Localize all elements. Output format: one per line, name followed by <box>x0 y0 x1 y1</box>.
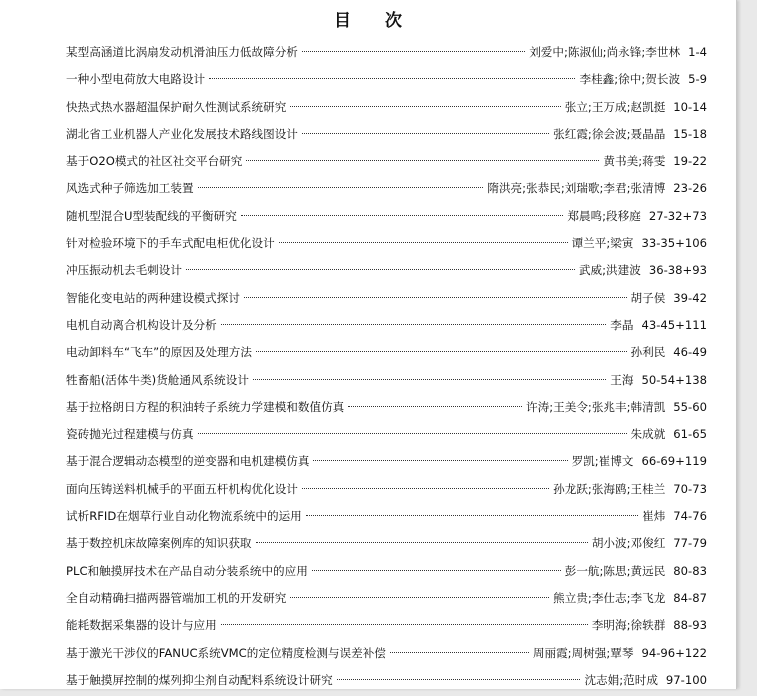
entry-title: 瓷砖抛光过程建模与仿真 <box>66 427 194 442</box>
entry-title: 智能化变电站的两种建设模式探讨 <box>66 290 240 305</box>
entry-authors: 沈志娟;范时成 <box>584 672 658 687</box>
toc-entry[interactable] <box>66 614 707 641</box>
toc-entry[interactable] <box>66 259 707 286</box>
dot-leader <box>302 133 549 134</box>
entry-pages: 10-14 <box>673 99 707 114</box>
dot-leader <box>221 624 588 625</box>
dot-leader <box>241 215 564 216</box>
toc-entry[interactable] <box>66 478 707 505</box>
entry-pages: 80-83 <box>673 563 707 578</box>
entry-pages: 5-9 <box>688 72 707 87</box>
entry-authors: 胡子侯 <box>630 290 666 305</box>
entry-title: 基于激光干涉仪的FANUC系统VMC的定位精度检测与误差补偿 <box>66 645 386 660</box>
entry-authors: 武威;洪建波 <box>578 263 641 278</box>
entry-title: 针对检验环境下的手车式配电柜优化设计 <box>66 236 275 251</box>
entry-authors: 张立;王万成;赵凯挺 <box>564 99 666 114</box>
entry-authors: 王海 <box>610 372 634 387</box>
entry-authors: 李晶 <box>610 317 634 332</box>
entry-pages: 19-22 <box>673 154 707 169</box>
toc-entry[interactable] <box>66 369 707 396</box>
entry-title: 某型高涵道比涡扇发动机滑油压力低故障分析 <box>66 45 298 59</box>
entry-title: 电动卸料车“飞车”的原因及处理方法 <box>66 345 252 360</box>
entry-authors: 张红霞;徐会波;聂晶晶 <box>553 126 666 141</box>
entry-authors: 黄书美;蒋雯 <box>603 154 666 169</box>
dot-leader <box>253 379 606 380</box>
toc-entry[interactable] <box>66 96 707 123</box>
toc-entry[interactable] <box>66 232 707 259</box>
toc-entry[interactable] <box>66 123 707 150</box>
entry-authors: 胡小波;邓俊红 <box>591 536 666 551</box>
dot-leader <box>348 406 522 407</box>
entry-pages: 46-49 <box>673 345 707 360</box>
toc-entry[interactable] <box>66 396 707 423</box>
entry-title: 能耗数据采集器的设计与应用 <box>66 618 217 633</box>
entry-pages: 1-4 <box>688 45 707 59</box>
entry-authors: 谭兰平;梁寅 <box>571 236 634 251</box>
dot-leader <box>390 652 529 653</box>
entry-authors: 朱成就 <box>630 427 666 442</box>
toc-entry[interactable] <box>66 177 707 204</box>
toc-entry[interactable] <box>66 150 707 177</box>
entry-authors: 孙龙跃;张海鸥;王桂兰 <box>553 481 666 496</box>
entry-pages: 61-65 <box>673 427 707 442</box>
toc-entry[interactable] <box>66 314 707 341</box>
entry-pages: 39-42 <box>673 290 707 305</box>
entry-title: 面向压铸送料机械手的平面五杆机构优化设计 <box>66 481 298 496</box>
entry-title: 随机型混合U型装配线的平衡研究 <box>66 208 237 223</box>
dot-leader <box>306 515 638 516</box>
table-of-contents <box>66 41 707 696</box>
entry-authors: 郑晨鸣;段移庭 <box>567 208 641 223</box>
entry-authors: 李明海;徐轶群 <box>591 618 666 633</box>
entry-authors: 周丽霞;周树强;覃琴 <box>532 645 634 660</box>
dot-leader <box>198 433 627 434</box>
toc-entry[interactable] <box>66 560 707 587</box>
dot-leader <box>186 269 575 270</box>
dot-leader <box>302 51 525 52</box>
entry-title: 湖北省工业机器人产业化发展技术路线图设计 <box>66 126 298 141</box>
entry-pages: 55-60 <box>673 399 707 414</box>
entry-title: 基于混合逻辑动态模型的逆变器和电机建模仿真 <box>66 454 310 469</box>
entry-authors: 熊立贵;李仕志;李飞龙 <box>553 590 666 605</box>
toc-entry[interactable] <box>66 450 707 477</box>
entry-authors: 刘爱中;陈淑仙;尚永锋;李世林 <box>529 45 681 59</box>
dot-leader <box>290 597 549 598</box>
entry-title: 牲畜船(活体牛类)货舱通风系统设计 <box>66 372 249 387</box>
entry-authors: 孙利民 <box>630 345 666 360</box>
toc-entry[interactable] <box>66 532 707 559</box>
dot-leader <box>312 570 561 571</box>
toc-entry[interactable] <box>66 423 707 450</box>
entry-authors: 崔炜 <box>642 509 666 524</box>
toc-entry[interactable] <box>66 642 707 669</box>
entry-pages: 94-96+122 <box>641 645 707 660</box>
entry-pages: 74-76 <box>673 509 707 524</box>
dot-leader <box>246 160 599 161</box>
entry-authors: 隋洪亮;张恭民;刘瑞歌;李君;张清博 <box>487 181 666 196</box>
toc-entry[interactable] <box>66 68 707 95</box>
entry-title: 一种小型电荷放大电路设计 <box>66 72 206 87</box>
entry-title: 电机自动离合机构设计及分析 <box>66 317 217 332</box>
dot-leader <box>256 351 627 352</box>
toc-entry[interactable] <box>66 587 707 614</box>
entry-pages: 33-35+106 <box>641 236 707 251</box>
entry-title: 快热式热水器超温保护耐久性测试系统研究 <box>66 99 287 114</box>
toc-entry[interactable] <box>66 41 707 68</box>
entry-pages: 15-18 <box>673 126 707 141</box>
entry-pages: 70-73 <box>673 481 707 496</box>
entry-authors: 罗凯;崔博文 <box>571 454 634 469</box>
dot-leader <box>313 460 567 461</box>
page-title: 目 次 <box>334 11 416 31</box>
dot-leader <box>279 242 568 243</box>
entry-pages: 43-45+111 <box>641 317 707 332</box>
toc-entry[interactable] <box>66 205 707 232</box>
dot-leader <box>337 679 581 680</box>
dot-leader <box>256 542 588 543</box>
entry-title: 风选式种子筛选加工装置 <box>66 181 194 196</box>
entry-title: 试析RFID在烟草行业自动化物流系统中的运用 <box>66 509 302 524</box>
entry-pages: 36-38+93 <box>648 263 707 278</box>
entry-authors: 李桂鑫;徐中;贺长波 <box>579 72 681 87</box>
entry-title: 基于数控机床故障案例库的知识获取 <box>66 536 252 551</box>
toc-entry[interactable] <box>66 669 707 696</box>
entry-pages: 84-87 <box>673 590 707 605</box>
entry-pages: 97-100 <box>665 672 707 687</box>
entry-title: 基于O2O模式的社区社交平台研究 <box>66 154 243 169</box>
entry-title: 全自动精确扫描两器管端加工机的开发研究 <box>66 590 287 605</box>
entry-pages: 66-69+119 <box>641 454 707 469</box>
entry-pages: 23-26 <box>673 181 707 196</box>
dot-leader <box>209 78 575 79</box>
toc-entry[interactable] <box>66 287 707 314</box>
dot-leader <box>221 324 607 325</box>
entry-pages: 88-93 <box>673 618 707 633</box>
entry-authors: 许涛;王美令;张兆丰;韩清凯 <box>526 399 666 414</box>
toc-entry[interactable] <box>66 505 707 532</box>
dot-leader <box>290 106 560 107</box>
entry-pages: 27-32+73 <box>648 208 707 223</box>
dot-leader <box>302 488 549 489</box>
entry-title: 冲压振动机去毛刺设计 <box>66 263 182 278</box>
dot-leader <box>244 297 627 298</box>
entry-pages: 50-54+138 <box>641 372 707 387</box>
dot-leader <box>198 187 484 188</box>
entry-title: PLC和触摸屏技术在产品自动分装系统中的应用 <box>66 563 308 578</box>
toc-entry[interactable] <box>66 341 707 368</box>
entry-authors: 彭一航;陈思;黄远民 <box>564 563 666 578</box>
entry-title: 基于触摸屏控制的煤列抑尘剂自动配料系统设计研究 <box>66 672 333 687</box>
entry-title: 基于拉格朗日方程的积油转子系统力学建模和数值仿真 <box>66 399 345 414</box>
entry-pages: 77-79 <box>673 536 707 551</box>
